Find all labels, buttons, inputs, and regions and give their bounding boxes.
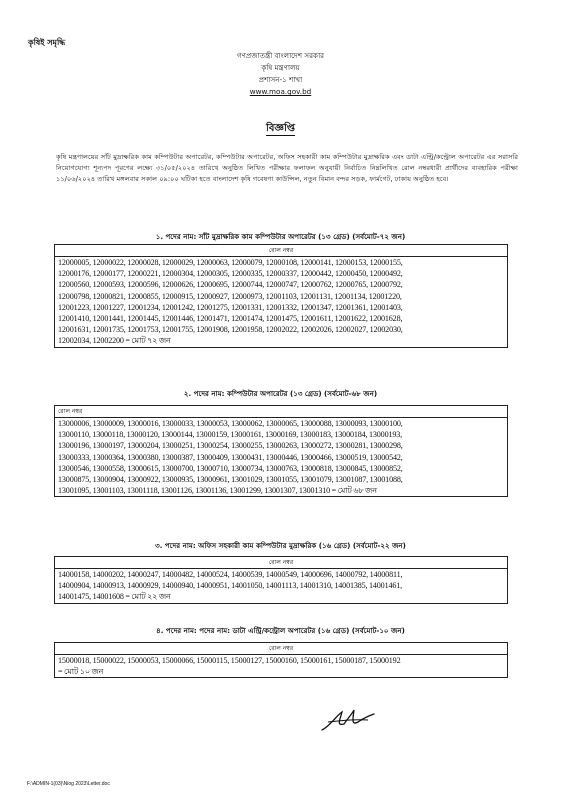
section-3-roll-table xyxy=(54,556,508,604)
roll-line: 12001410, 12001441, 12001445, 12001446, 12001471, 12001474, 12001475, 12001611, 12001622, 12001628, xyxy=(58,314,403,324)
section-3-title: ৩. পদের নাম: অফিস সহকারী কাম কম্পিউটার মুদ্রাক্ষরিক (১৬ গ্রেড) (সর্বমোট-২২ জন) xyxy=(155,541,406,550)
roll-list xyxy=(55,418,508,497)
roll-column-header: রোল নম্বর xyxy=(55,557,508,569)
roll-line: 15000018, 15000022, 15000053, 15000066, 15000115, 15000127, 15000160, 15000161, 15000187, 15000192 xyxy=(58,656,401,665)
website-link[interactable]: www.moa.gov.bd xyxy=(249,87,312,96)
section-2-roll-table xyxy=(54,405,508,497)
roll-list xyxy=(55,655,508,678)
roll-column-header: রোল নম্বর xyxy=(55,406,508,418)
notice-body: কৃষি মন্ত্রণালয়ের সাঁট মুদ্রাক্ষরিক কাম কম্পিউটার অপারেটর, কম্পিউটার অপারেটর, অফিস সহকারী কাম কম্পিউটার মুদ্রাক্ষরিক এবং ডাটা এন্ট্রি/কন্ট্রোল অপারেটর এর সরাসরি নিয়োগযোগ্য শূন্যপদ পূরণের লক্ষ্যে ৩১/০৫/২০২৪ তারিখে অনুষ্ঠিত লিখিত পরীক্ষার ফলাফল অনুযায়ী নির্বাচিত নিম্নলিখিত রোল নম্বরধারী প্রার্থীদের ব্যবহারিক পরীক্ষা ১১/০৬/২০২৪ তারিখ মঙ্গলবার সকাল ০৯:০০ ঘটিকা হতে বাংলাদেশ কৃষি গবেষণা কাউন্সিল, নতুন বিমান বন্দর সড়ক, ফার্মগেট, ঢাকায় অনুষ্ঠিত হবে। xyxy=(56,153,518,183)
roll-line: 12001223, 12001227, 12001234, 12001242, 12001275, 12001331, 12001332, 12001347, 12001361, 12001403, xyxy=(58,302,403,312)
roll-line: = মোট ১০ জন xyxy=(58,667,104,677)
roll-column-header: রোল নম্বর xyxy=(55,643,508,655)
roll-line: 14000158, 14000202, 14000247, 14000482, 14000524, 14000539, 14000549, 14000696, 14000792, 14000811, xyxy=(58,570,403,579)
section-4-title: ৪. পদের নাম: পদের নাম: ডাটা এন্ট্রি/কন্ট্রোল অপারেটর (১৬ গ্রেড) (সর্বমোট-১০ জন) xyxy=(156,626,405,635)
section-name: প্রশাসন-১ শাখা xyxy=(258,75,303,84)
signature-mark xyxy=(318,706,378,736)
roll-line: 13000196, 13000197, 13000204, 13000251, 13000254, 13000255, 13000263, 13000272, 13000281, 13000298, xyxy=(58,441,403,451)
government-name: গণপ্রজাতন্ত্রী বাংলাদেশ সরকার xyxy=(236,51,325,60)
roll-line: 12000560, 12000593, 12000596, 12000626, 12000695, 12000744, 12000747, 12000762, 12000765, 12000792, xyxy=(58,280,403,290)
roll-line: 12002034, 12002200 = মোট ৭২ জন xyxy=(58,336,171,346)
section-1-roll-table xyxy=(54,244,508,348)
file-path-footer: F:\ADMIN-1(03)\Niog 2023\Letter.doc xyxy=(27,781,110,787)
section-2-title: ২. পদের নাম: কম্পিউটার অপারেটর (১৩ গ্রেড) (সর্বমোট-৬৮ জন) xyxy=(183,389,378,398)
roll-line: 13000546, 13000558, 13000615, 13000700, 13000710, 13000734, 13000763, 13000818, 13000845, 13000852, xyxy=(58,463,403,473)
website-link-row xyxy=(0,86,561,98)
section-4-roll-table xyxy=(54,642,508,678)
roll-line: 12000176, 12000177, 12000221, 12000304, 12000305, 12000335, 12000337, 12000442, 12000450, 12000492, xyxy=(58,269,403,279)
ministry-name: কৃষি মন্ত্রণালয় xyxy=(261,63,300,72)
ministry-motto: কৃষিই সমৃদ্ধি xyxy=(28,38,66,47)
roll-list xyxy=(55,569,508,604)
roll-list xyxy=(55,257,508,348)
roll-line: 12000005, 12000022, 12000028, 12000029, 12000063, 12000079, 12000108, 12000141, 12000153, 12000155, xyxy=(58,258,403,267)
section-1-title: ১. পদের নাম: সাঁট মুদ্রাক্ষরিক কাম কম্পিউটার অপারেটর (১৩ গ্রেড) (সর্বমোট-৭২ জন) xyxy=(155,232,406,241)
roll-line: 13000006, 13000009, 13000016, 13000033, 13000053, 13000062, 13000065, 13000088, 13000093, 13000100, xyxy=(58,419,403,428)
roll-line: 14000904, 14000913, 14000929, 14000940, 14000951, 14001050, 14001113, 14001310, 14001385, 14001461, xyxy=(58,581,403,591)
roll-line: 13000875, 13000904, 13000922, 13000935, 13000961, 13001029, 13001055, 13001079, 13001087, 13001088, xyxy=(58,475,403,485)
notice-title-text: বিজ্ঞপ্তি xyxy=(265,123,296,134)
roll-line: 12001631, 12001735, 12001753, 12001755, 12001908, 12001958, 12002022, 12002026, 12002027, 12002030, xyxy=(58,325,403,335)
roll-column-header: রোল নম্বর xyxy=(55,245,508,257)
roll-line: 13001095, 13001103, 13001118, 13001126, 13001136, 13001299, 13001307, 13001310 = মোট ৬৮ জন xyxy=(58,486,377,496)
roll-line: 14001475, 14001608 = মোট ২২ জন xyxy=(58,592,171,602)
roll-line: 13000333, 13000364, 13000380, 13000387, 13000409, 13000431, 13000446, 13000466, 13000519, 13000542, xyxy=(58,452,403,462)
roll-line: 12000798, 12000821, 12000855, 12000915, 12000927, 12000973, 12001103, 12001131, 12001134, 12001220, xyxy=(58,291,402,301)
roll-line: 13000110, 13000118, 13000120, 13000144, 13000159, 13000161, 13000169, 13000183, 13000184, 13000193, xyxy=(58,430,403,440)
notice-title xyxy=(0,121,561,138)
